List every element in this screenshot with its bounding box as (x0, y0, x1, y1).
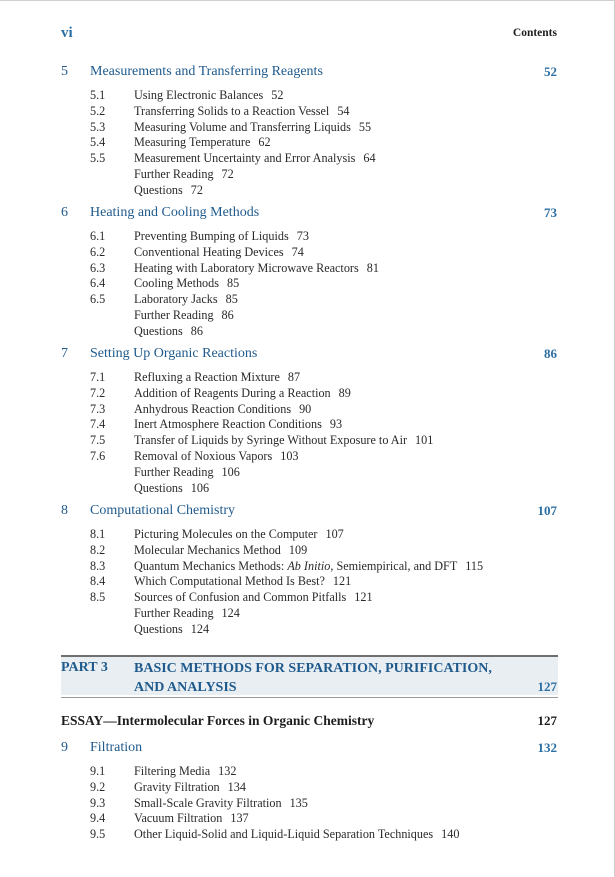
section-number: 9.3 (90, 795, 106, 810)
section-page: 140 (441, 827, 460, 842)
chapter-number: 7 (61, 346, 68, 361)
section-page: 134 (227, 779, 246, 794)
section-title: Refluxing a Reaction Mixture (134, 370, 280, 384)
section-entry[interactable] (0, 276, 615, 292)
questions-entry[interactable] (0, 183, 615, 199)
section-title: Sources of Confusion and Common Pitfalls (134, 590, 347, 605)
section-title: Inert Atmosphere Reaction Conditions (134, 417, 322, 432)
chapter-5 (0, 64, 615, 199)
chapter-page: 52 (544, 64, 557, 79)
section-page: 121 (354, 590, 373, 605)
section-page: 74 (291, 244, 304, 259)
chapter-title: Measurements and Transferring Reagents (90, 64, 323, 79)
section-entry[interactable] (0, 292, 615, 308)
section-number: 5.5 (90, 151, 106, 166)
section-page: 90 (299, 401, 312, 416)
section-title: Vacuum Filtration (134, 811, 223, 826)
chapter-title: Computational Chemistry (90, 503, 236, 518)
section-number: 9.5 (90, 827, 106, 842)
section-title: Further Reading (134, 166, 214, 181)
section-title: Questions (134, 621, 183, 636)
section-number: 6.3 (90, 260, 106, 275)
chapter-6 (0, 205, 615, 340)
chapter-heading[interactable] (0, 740, 615, 760)
section-number: 5.4 (90, 135, 106, 150)
section-page: 124 (190, 621, 210, 636)
section-entry[interactable] (0, 543, 615, 559)
section-page: 64 (363, 151, 376, 166)
chapter-title: Heating and Cooling Methods (90, 205, 260, 220)
section-entry[interactable] (0, 796, 615, 812)
section-entry[interactable] (0, 370, 615, 386)
section-number: 8.3 (90, 558, 106, 573)
essay-title[interactable]: ESSAY—Intermolecular Forces in Organic Chemistry (61, 713, 375, 728)
chapter-page: 107 (537, 503, 557, 518)
section-page: 93 (329, 417, 343, 432)
section-page: 87 (287, 370, 301, 384)
section-number: 7.6 (90, 448, 106, 463)
section-title: Laboratory Jacks (134, 292, 218, 307)
further-reading-entry[interactable] (0, 465, 615, 481)
questions-entry[interactable] (0, 481, 615, 497)
chapter-8 (0, 503, 615, 638)
section-title: Cooling Methods (134, 276, 219, 291)
section-page: 52 (271, 88, 284, 102)
section-entry[interactable] (0, 827, 615, 843)
section-number: 8.2 (90, 542, 106, 557)
section-page: 132 (218, 764, 237, 778)
section-title: Gravity Filtration (134, 779, 220, 794)
essay-page: 127 (537, 713, 557, 728)
chapter-number: 8 (61, 503, 68, 518)
part-title-line-1: BASIC METHODS FOR SEPARATION, PURIFICATION, (134, 661, 492, 676)
section-title-prefix: Quantum Mechanics Methods: (134, 558, 288, 573)
chapter-heading[interactable] (0, 205, 615, 225)
section-title: Transferring Solids to a Reaction Vessel (134, 103, 330, 118)
section-title: Filtering Media (134, 764, 211, 778)
running-head: Contents (512, 27, 557, 39)
section-number: 7.1 (90, 370, 106, 384)
chapter-page: 73 (544, 205, 557, 220)
section-title: Measuring Temperature (134, 135, 251, 150)
section-title: Which Computational Method Is Best? (134, 574, 325, 589)
section-title: Addition of Reagents During a Reaction (134, 385, 331, 400)
section-entry[interactable] (0, 449, 615, 465)
section-title: Other Liquid-Solid and Liquid-Liquid Separation Techniques (134, 827, 434, 842)
section-entry[interactable] (0, 590, 615, 606)
section-title: Using Electronic Balances (134, 88, 264, 102)
section-title: Measuring Volume and Transferring Liquids (134, 119, 351, 134)
section-number: 5.2 (90, 103, 106, 118)
section-number: 7.3 (90, 401, 106, 416)
section-title: Questions (134, 480, 183, 495)
chapter-heading[interactable] (0, 503, 615, 523)
chapter-title: Filtration (90, 740, 143, 755)
section-page: 106 (190, 480, 210, 495)
section-title-suffix: , Semiempirical, and DFT (330, 558, 458, 573)
section-page: 137 (230, 811, 249, 826)
section-page: 55 (358, 119, 372, 134)
section-page: 54 (337, 103, 350, 118)
section-number: 9.4 (90, 811, 106, 826)
section-page: 101 (415, 433, 434, 448)
section-title: Measurement Uncertainty and Error Analysis (134, 151, 356, 166)
section-number: 6.5 (90, 292, 106, 307)
section-number: 7.2 (90, 385, 106, 400)
section-page: 72 (190, 182, 203, 197)
chapter-heading[interactable] (0, 346, 615, 366)
section-page: 85 (225, 292, 238, 307)
section-number: 8.5 (90, 590, 106, 605)
section-page: 62 (258, 135, 271, 150)
section-page: 103 (280, 448, 299, 463)
part-page: 127 (537, 679, 557, 694)
questions-entry[interactable] (0, 324, 615, 340)
section-page: 72 (221, 166, 234, 181)
section-number: 5.3 (90, 119, 106, 134)
section-title: Questions (134, 323, 183, 338)
section-number: 9.1 (90, 764, 106, 778)
section-title: Further Reading (134, 464, 214, 479)
part-title[interactable] (134, 659, 492, 697)
section-entry[interactable] (0, 527, 615, 543)
section-page: 115 (465, 558, 484, 573)
section-number: 6.4 (90, 276, 106, 291)
section-page: 85 (226, 276, 240, 291)
section-number: 7.5 (90, 433, 106, 448)
section-entry[interactable] (0, 261, 615, 277)
chapter-number: 9 (61, 740, 68, 755)
section-title: Further Reading (134, 605, 214, 620)
section-title: Preventing Bumping of Liquids (134, 229, 289, 243)
part-divider-rule-bottom (61, 697, 558, 698)
page-edge-top (0, 0, 614, 1)
section-title: Conventional Heating Devices (134, 244, 284, 259)
further-reading-entry[interactable] (0, 167, 615, 183)
chapter-heading[interactable] (0, 64, 615, 84)
section-entry[interactable] (0, 764, 615, 780)
section-number: 8.1 (90, 527, 106, 541)
section-title: Molecular Mechanics Method (134, 542, 281, 557)
section-page: 73 (296, 229, 309, 243)
section-number: 5.1 (90, 88, 106, 102)
section-entry[interactable] (0, 574, 615, 590)
section-number: 8.4 (90, 574, 106, 589)
section-page: 107 (325, 527, 344, 541)
section-number: 6.2 (90, 244, 106, 259)
questions-entry[interactable] (0, 622, 615, 638)
section-title: Picturing Molecules on the Computer (134, 527, 318, 541)
chapter-page: 132 (537, 740, 557, 755)
chapter-7 (0, 346, 615, 496)
section-page: 86 (221, 307, 234, 322)
section-page: 106 (221, 464, 240, 479)
section-page: 86 (190, 323, 203, 338)
further-reading-entry[interactable] (0, 606, 615, 622)
section-entry[interactable] (0, 120, 615, 136)
section-title-italic: Ab Initio (287, 558, 331, 573)
section-number: 7.4 (90, 417, 106, 432)
chapter-number: 6 (61, 205, 68, 220)
section-entry[interactable] (0, 88, 615, 104)
section-entry[interactable] (0, 135, 615, 151)
section-title: Removal of Noxious Vapors (134, 448, 273, 463)
section-page: 124 (221, 605, 240, 620)
section-number: 6.1 (90, 229, 106, 243)
section-title: Further Reading (134, 307, 214, 322)
section-page: 81 (366, 260, 379, 275)
section-entry[interactable] (0, 417, 615, 433)
further-reading-entry[interactable] (0, 308, 615, 324)
section-entry[interactable] (0, 245, 615, 261)
section-entry[interactable] (0, 229, 615, 245)
section-number: 9.2 (90, 779, 106, 794)
part-label: PART 3 (61, 660, 108, 675)
section-title: Questions (134, 182, 183, 197)
section-entry[interactable] (0, 433, 615, 449)
section-page: 135 (289, 795, 308, 810)
section-page: 121 (332, 574, 352, 589)
section-title: Transfer of Liquids by Syringe Without Exposure to Air (134, 433, 408, 448)
section-title: Heating with Laboratory Microwave Reactors (134, 260, 359, 275)
section-entry[interactable] (0, 780, 615, 796)
chapter-page: 86 (544, 346, 557, 361)
section-title: Small-Scale Gravity Filtration (134, 795, 282, 810)
section-entry[interactable] (0, 151, 615, 167)
section-entry[interactable] (0, 104, 615, 120)
chapter-9 (0, 740, 615, 843)
section-entry[interactable] (0, 402, 615, 418)
chapter-number: 5 (61, 64, 68, 79)
chapter-title: Setting Up Organic Reactions (90, 346, 258, 361)
section-entry[interactable] (0, 811, 615, 827)
page-number: vi (61, 25, 73, 41)
section-entry[interactable] (0, 386, 615, 402)
section-page: 89 (338, 385, 351, 400)
section-title: Anhydrous Reaction Conditions (134, 401, 292, 416)
section-entry[interactable] (0, 559, 615, 575)
part-title-line-2: AND ANALYSIS (134, 680, 237, 695)
section-page: 109 (288, 542, 308, 557)
